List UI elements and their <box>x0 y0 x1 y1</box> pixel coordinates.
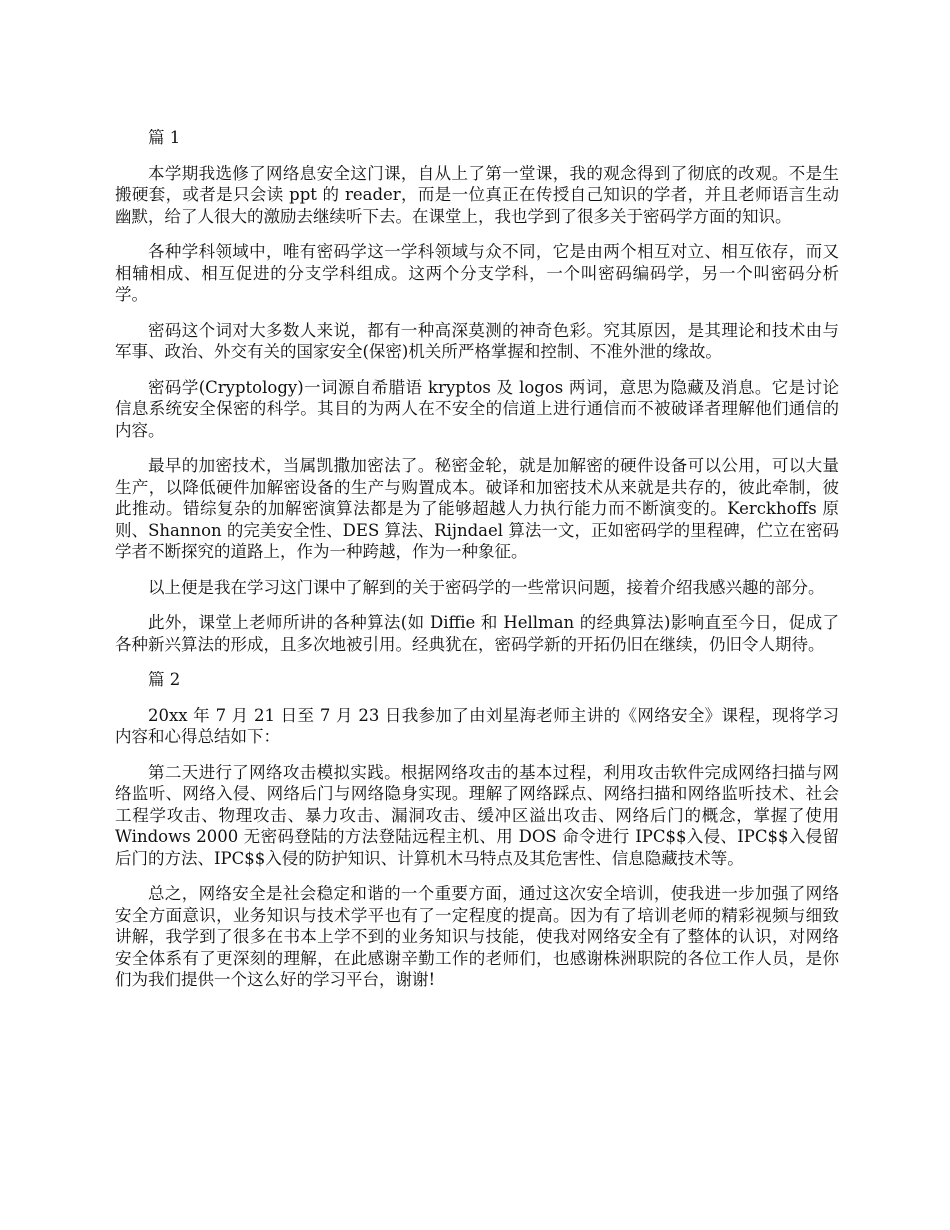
paragraph: 第二天进行了网络攻击模拟实践。根据网络攻击的基本过程，利用攻击软件完成网络扫描与网络监听、网络入侵、网络后门与网络隐身实现。理解了网络踩点、网络扫描和网络监听技术、社会工程学攻击、物理攻击、暴力攻击、漏洞攻击、缓冲区溢出攻击、网络后门的概念，掌握了使用 Windows 2000 无密码登陆的方法登陆远程主机、用 DOS 命令进行 IPC$$入侵、IPC$$入侵留后门的方法、IPC$$入侵的防护知识、计算机木马特点及其危害性、信息隐藏技术等。 <box>115 762 839 868</box>
paragraph: 此外，课堂上老师所讲的各种算法(如 Diffie 和 Hellman 的经典算法)影响直至今日，促成了各种新兴算法的形成，且多次地被引用。经典犹在，密码学新的开拓仍旧在继续，仍旧令人期待。 <box>115 613 839 654</box>
section-heading: 篇 1 <box>148 128 181 147</box>
paragraph: 20xx 年 7 月 21 日至 7 月 23 日我参加了由刘星海老师主讲的《网络安全》课程，现将学习内容和心得总结如下： <box>115 705 839 746</box>
paragraph: 以上便是我在学习这门课中了解到的关于密码学的一些常识问题，接着介绍我感兴趣的部分。 <box>148 577 825 597</box>
paragraph: 最早的加密技术，当属凯撒加密法了。秘密金轮，就是加解密的硬件设备可以公用，可以大量生产，以降低硬件加解密设备的生产与购置成本。破译和加密技术从来就是共存的，彼此牵制，彼此推动。错综复杂的加解密演算法都是为了能够超越人力执行能力而不断演变的。Kerckhoffs 原则、Shannon 的完美安全性、DES 算法、Rijndael 算法一文，正如密码学的里程碑，伫立在密码学者不断探究的道路上，作为一种跨越，作为一种象征。 <box>115 456 839 561</box>
paragraph: 密码这个词对大多数人来说，都有一种高深莫测的神奇色彩。究其原因，是其理论和技术由与军事、政治、外交有关的国家安全(保密)机关所严格掌握和控制、不准外泄的缘故。 <box>115 320 839 361</box>
paragraph: 本学期我选修了网络息安全这门课，自从上了第一堂课，我的观念得到了彻底的改观。不是生搬硬套，或者是只会读 ppt 的 reader，而是一位真正在传授自己知识的学者，并且老师语言生动幽默，给了人很大的激励去继续听下去。在课堂上，我也学到了很多关于密码学方面的知识。 <box>115 163 839 226</box>
paragraph: 密码学(Cryptology)一词源自希腊语 kryptos 及 logos 两词，意思为隐藏及消息。它是讨论信息系统安全保密的科学。其目的为两人在不安全的信道上进行通信而不被破译者理解他们通信的内容。 <box>115 377 839 440</box>
document-page <box>115 127 839 1005</box>
paragraph: 各种学科领域中，唯有密码学这一学科领域与众不同，它是由两个相互对立、相互依存，而又相辅相成、相互促进的分支学科组成。这两个分支学科，一个叫密码编码学，另一个叫密码分析学。 <box>115 242 839 304</box>
section-heading: 篇 2 <box>148 670 181 689</box>
paragraph: 总之，网络安全是社会稳定和谐的一个重要方面，通过这次安全培训，使我进一步加强了网络安全方面意识，业务知识与技术学平也有了一定程度的提高。因为有了培训老师的精彩视频与细致讲解，我学到了很多在书本上学不到的业务知识与技能，使我对网络安全有了整体的认识，对网络安全体系有了更深刻的理解，在此感谢辛勤工作的老师们，也感谢株洲职院的各位工作人员，是你们为我们提供一个这么好的学习平台，谢谢! <box>115 884 839 989</box>
section-1 <box>115 127 839 655</box>
section-2 <box>115 669 839 991</box>
